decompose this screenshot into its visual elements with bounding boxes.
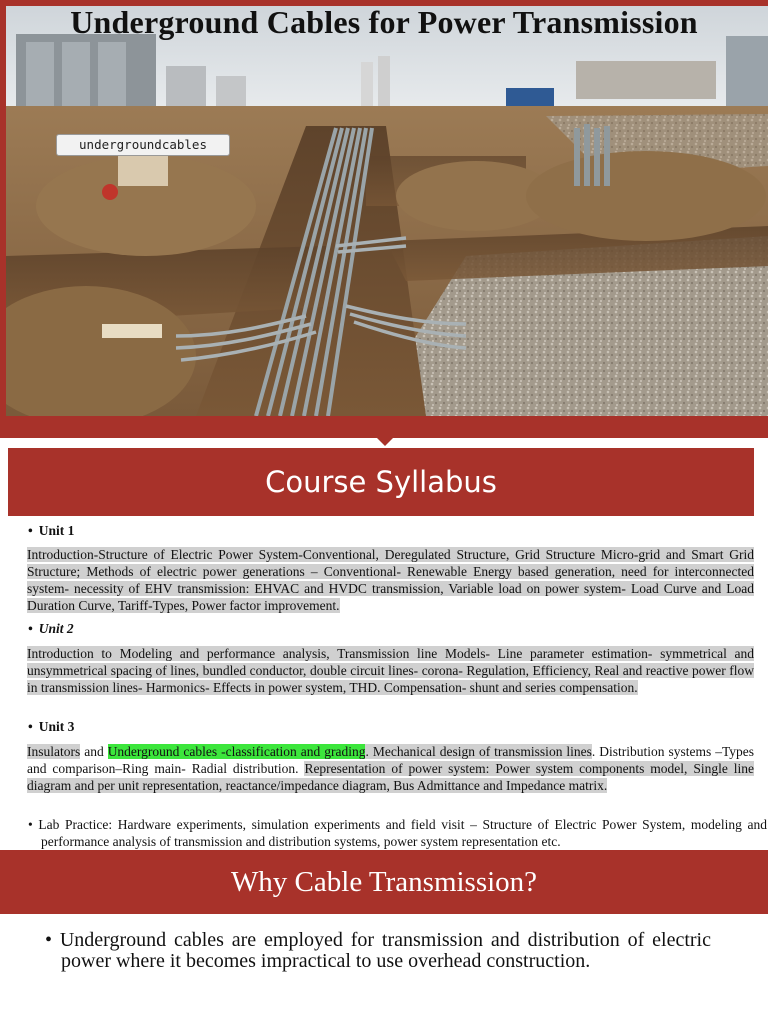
unit-2-label: Unit 2 — [38, 621, 74, 636]
divider-notch — [377, 438, 393, 446]
bullet-icon: • — [28, 719, 33, 734]
photo-title: Underground Cables for Power Transmission — [70, 4, 698, 40]
photo-slide — [0, 0, 768, 420]
unit-3-and: and — [80, 744, 108, 759]
unit-2-content: Introduction to Modeling and performance analysis, Transmission line Models- Line parameter estimation- symmetrical and unsymmetrical spacing of lines, bundled conductor, double circuit lines- corona- Regulation, Efficiency, Real and reactive power flow in transmission lines- Harmonics- Effects in power system, THD. Compensation- shunt and series compensation. — [27, 646, 754, 695]
lab-practice-text: Lab Practice: Hardware experiments, simulation experiments and field visit – Structure of Electric Power System, modeling and performance analysis of transmission and distribution systems, power system representation etc. — [38, 817, 767, 849]
why-bullet-text: Underground cables are employed for transmission and distribution of electric power where it becomes impractical to use overhead construction. — [59, 929, 711, 972]
unit-1-label: Unit 1 — [38, 523, 75, 538]
unit-3-heading — [28, 719, 74, 735]
unit-3-highlight: Underground cables -classification and grading — [107, 744, 366, 759]
unit-2-heading — [28, 621, 74, 637]
unit-3-mech: . Mechanical design of transmission lines — [365, 744, 592, 759]
unit-3-rest2: Representation of power system: Power system components model, Single line diagram and per unit representation, reactance/impedance diagram, Bus Admittance and Impedance matrix. — [27, 761, 754, 793]
unit-3-label: Unit 3 — [38, 719, 75, 734]
unit-1-heading — [28, 523, 74, 539]
photo-watermark-caption: undergroundcables — [56, 134, 230, 156]
unit-3-insulators: Insulators — [27, 744, 81, 759]
bullet-icon: • — [45, 929, 60, 951]
bullet-icon: • — [28, 817, 39, 832]
unit-3-text — [27, 743, 754, 794]
why-header: Why Cable Transmission? — [0, 850, 768, 914]
unit-1-text — [27, 546, 754, 614]
syllabus-header: Course Syllabus — [8, 448, 754, 516]
unit-2-text — [27, 645, 754, 696]
excavation-site-photo — [6, 6, 768, 416]
lab-practice-item — [28, 816, 767, 850]
unit-1-content: Introduction-Structure of Electric Power System-Conventional, Deregulated Structure, Grid Structure Micro-grid and Smart Grid Structure; Methods of electric power generations – Conventional- Renewable Energy based generation, need for interconnected system- necessity of EHV transmission: EHVAC and HVDC transmission, Variable load on power system- Load Curve and Load Duration Curve, Tariff-Types, Power factor improvement. — [27, 547, 754, 613]
why-bullet-item — [45, 930, 711, 972]
unit-3-rest1: . Distribution systems –Types and comparison–Ring main- Radial distribution. — [27, 744, 754, 776]
divider-band — [0, 420, 768, 438]
bullet-icon: • — [28, 523, 33, 538]
bullet-icon: • — [28, 621, 33, 636]
